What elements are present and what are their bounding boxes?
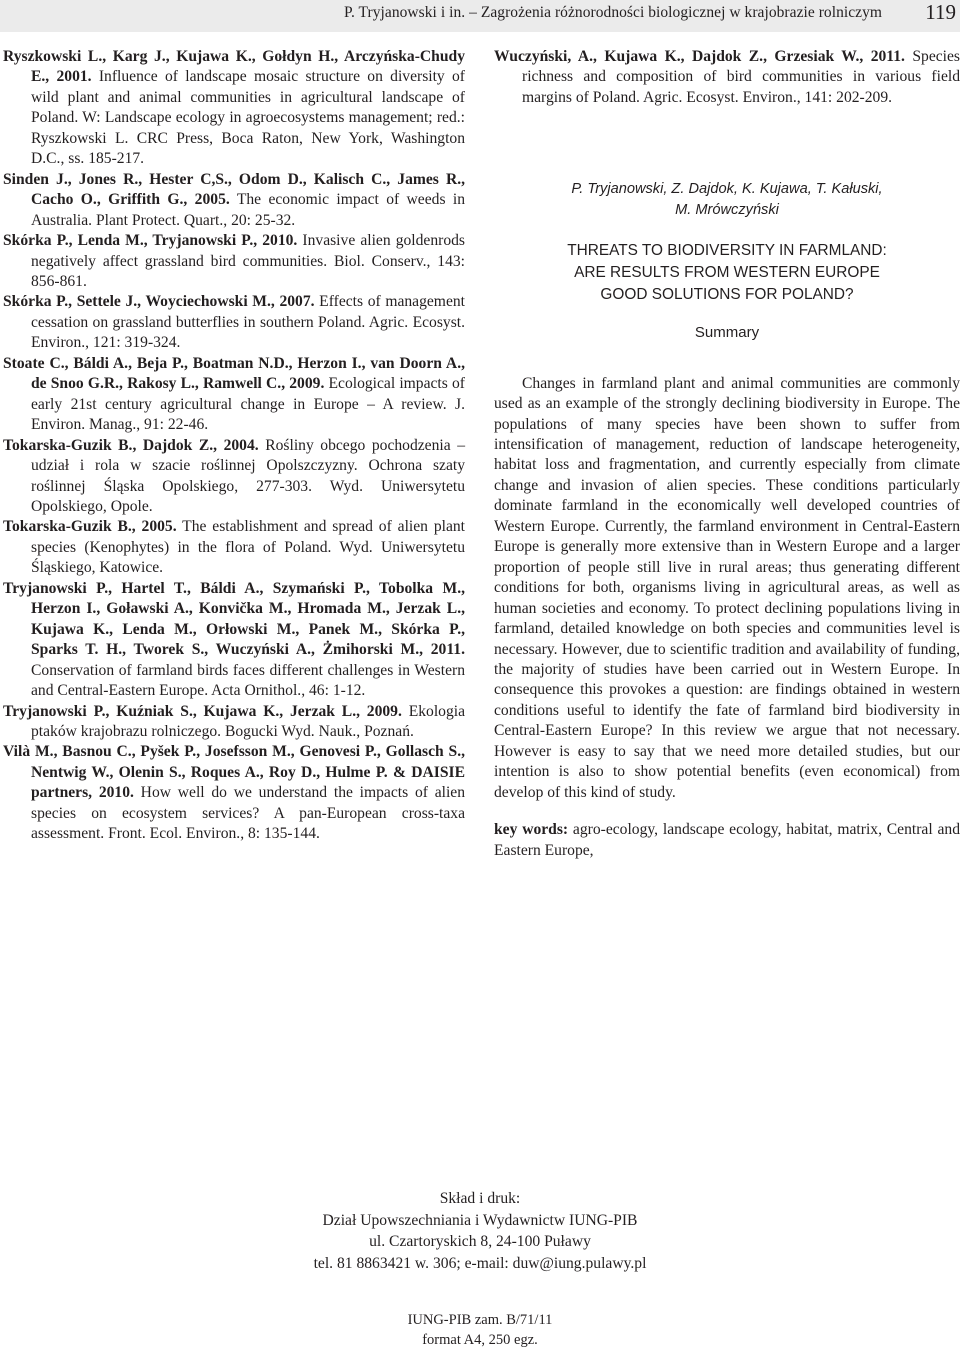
imprint-line: tel. 81 8863421 w. 306; e-mail: duw@iung.pulawy.pl — [0, 1253, 960, 1275]
reference-entry — [3, 517, 465, 578]
references-left-column — [3, 47, 465, 845]
reference-text: The economic impact of weeds in Australia. Plant Protect. Quart., 20: 25-32. — [31, 191, 465, 228]
reference-authors: Wuczyński, A., Kujawa K., Dajdok Z., Grzesiak W., 2011. — [494, 48, 905, 65]
article-title-line: THREATS TO BIODIVERSITY IN FARMLAND: — [494, 240, 960, 262]
reference-text: Conservation of farmland birds faces different challenges in Western and Central-Eastern Europe. Acta Ornithol., 46: 1-12. — [31, 662, 465, 699]
reference-authors: Skórka P., Settele J., Woyciechowski M., 2007. — [3, 293, 315, 310]
keywords-text: agro-ecology, landscape ecology, habitat, matrix, Central and Eastern Europe, — [494, 821, 960, 858]
reference-authors: Skórka P., Lenda M., Tryjanowski P., 2010. — [3, 232, 297, 249]
reference-entry — [3, 47, 465, 170]
reference-entry — [3, 170, 465, 231]
reference-entry — [3, 702, 465, 743]
reference-authors: Tokarska-Guzik B., Dajdok Z., 2004. — [3, 437, 259, 454]
reference-entry — [3, 579, 465, 702]
article-authors — [494, 179, 960, 220]
order-info — [0, 1311, 960, 1350]
reference-entry — [3, 436, 465, 518]
running-header — [0, 0, 960, 32]
reference-authors: Ryszkowski L., Karg J., Kujawa K., Gołdyn H., Arczyńska-Chudy E., 2001. — [3, 48, 465, 85]
references-right — [494, 47, 960, 108]
order-line: format A4, 250 egz. — [0, 1331, 960, 1350]
reference-text: Invasive alien goldenrods negatively affect grassland bird communities. Biol. Conserv., 143: 856-861. — [31, 232, 465, 290]
article-title-line: GOOD SOLUTIONS FOR POLAND? — [494, 284, 960, 306]
keywords — [494, 820, 960, 861]
reference-text: Species richness and composition of bird communities in various field margins of Poland. Agric. Ecosyst. Environ., 141: 202-209. — [522, 48, 960, 106]
imprint-line: ul. Czartoryskich 8, 24-100 Puławy — [0, 1231, 960, 1253]
order-line: IUNG-PIB zam. B/71/11 — [0, 1311, 960, 1331]
reference-entry — [3, 354, 465, 436]
article-authors-line: P. Tryjanowski, Z. Dajdok, K. Kujawa, T. Kałuski, — [494, 179, 960, 199]
reference-text: Effects of management cessation on grassland butterflies in southern Poland. Agric. Ecosyst. Environ., 121: 319-324. — [31, 293, 465, 351]
reference-text: How well do we understand the impacts of alien species on ecosystem services? A pan-European cross-taxa assessment. Front. Ecol. Environ., 8: 135-144. — [31, 784, 465, 842]
article-authors-line: M. Mrówczyński — [494, 200, 960, 220]
reference-text: Ekologia ptaków krajobrazu rolniczego. Bogucki Wyd. Nauk., Poznań. — [31, 703, 465, 740]
page-number: 119 — [925, 0, 956, 25]
running-title: P. Tryjanowski i in. – Zagrożenia różnorodności biologicznej w krajobrazie rolniczym — [0, 4, 882, 22]
reference-entry — [3, 742, 465, 844]
reference-authors: Tokarska-Guzik B., 2005. — [3, 518, 177, 535]
reference-text: Rośliny obcego pochodzenia – udział i rola w szacie roślinnej Opolszczyzny. Ochrona szaty roślinnej Śląska Opolskiego, 277-303. Wyd. Uniwersytetu Opolskiego, Opole. — [31, 437, 465, 515]
imprint-line: Skład i druk: — [0, 1188, 960, 1210]
reference-text: Influence of landscape mosaic structure on diversity of wild plant and animal communities in agricultural landscape of Poland. W: Landscape ecology in agroecosystems management; red.: Ryszkowski L. CRC Press, Boca Raton, New York, Washington D.C., ss. 185-217. — [31, 68, 465, 167]
article-title-line: ARE RESULTS FROM WESTERN EUROPE — [494, 262, 960, 284]
right-column — [494, 47, 960, 877]
reference-entry — [3, 292, 465, 353]
reference-text: Ecological impacts of early 21st century agricultural change in Europe – A review. J. Environ. Manag., 91: 22-46. — [31, 375, 465, 433]
reference-authors: Stoate C., Báldi A., Beja P., Boatman N.D., Herzon I., van Doorn A., de Snoo G.R., Rakosy L., Ramwell C., 2009. — [3, 355, 465, 392]
article-title — [494, 240, 960, 306]
reference-authors: Vilà M., Basnou C., Pyšek P., Josefsson M., Genovesi P., Gollasch S., Nentwig W., Olenin S., Roques A., Roy D., Hulme P. & DAISIE partners, 2010. — [3, 743, 465, 801]
keywords-label: key words: — [494, 821, 568, 838]
reference-authors: Tryjanowski P., Hartel T., Báldi A., Szymański P., Tobolka M., Herzon I., Goławski A., Konvička M., Hromada M., Jerzak L., Kujawa K., Lenda M., Orłowski M., Panek M., Skórka P., Sparks T. H., Tworek S., Wuczyński A., Żmihorski M., 2011. — [3, 580, 465, 658]
reference-entry — [3, 231, 465, 292]
reference-entry — [494, 47, 960, 108]
abstract-text: Changes in farmland plant and animal communities are commonly used as an example of the strongly declining biodiversity in Europe. The populations of many species have been shown to suffer from intensification of management, reduction of landscape heterogeneity, habitat loss and fragmentation, and currently especially from climate change and invasion of alien species. These conditions particularly dominate farmland in the economically well developed countries of Western Europe. Currently, the farmland environment in Central-Eastern Europe is generally more extensive than in Western Europe and a larger proportion of people still live in rural areas; thus generating different conditions for both, organisms living in agricultural areas, as well as human societies and economy. To protect declining populations living in farmland, detailed knowledge on both species and communities level is necessary. However, due to scientific tradition and availability of funding, the majority of studies have been carried out in Western Europe. In consequence this provokes a question: are findings obtained in western conditions useful to identify the fate of farmland bird biodiversity in Central-Eastern Europe? In this review we argue that not necessary. However is easy to say that we need more detailed studies, but our intention is also to show potential benefits (even economical) from develop of this kind of study. — [494, 374, 960, 804]
summary-heading: Summary — [494, 323, 960, 343]
reference-text: The establishment and spread of alien plant species (Kenophytes) in the flora of Poland. Wyd. Uniwersytetu Śląskiego, Katowice. — [31, 518, 465, 576]
reference-authors: Tryjanowski P., Kuźniak S., Kujawa K., Jerzak L., 2009. — [3, 703, 402, 720]
imprint-block — [0, 1188, 960, 1275]
imprint-line: Dział Upowszechniania i Wydawnictw IUNG-PIB — [0, 1210, 960, 1232]
reference-authors: Sinden J., Jones R., Hester C,S., Odom D., Kalisch C., James R., Cacho O., Griffith G., 2005. — [3, 171, 465, 208]
